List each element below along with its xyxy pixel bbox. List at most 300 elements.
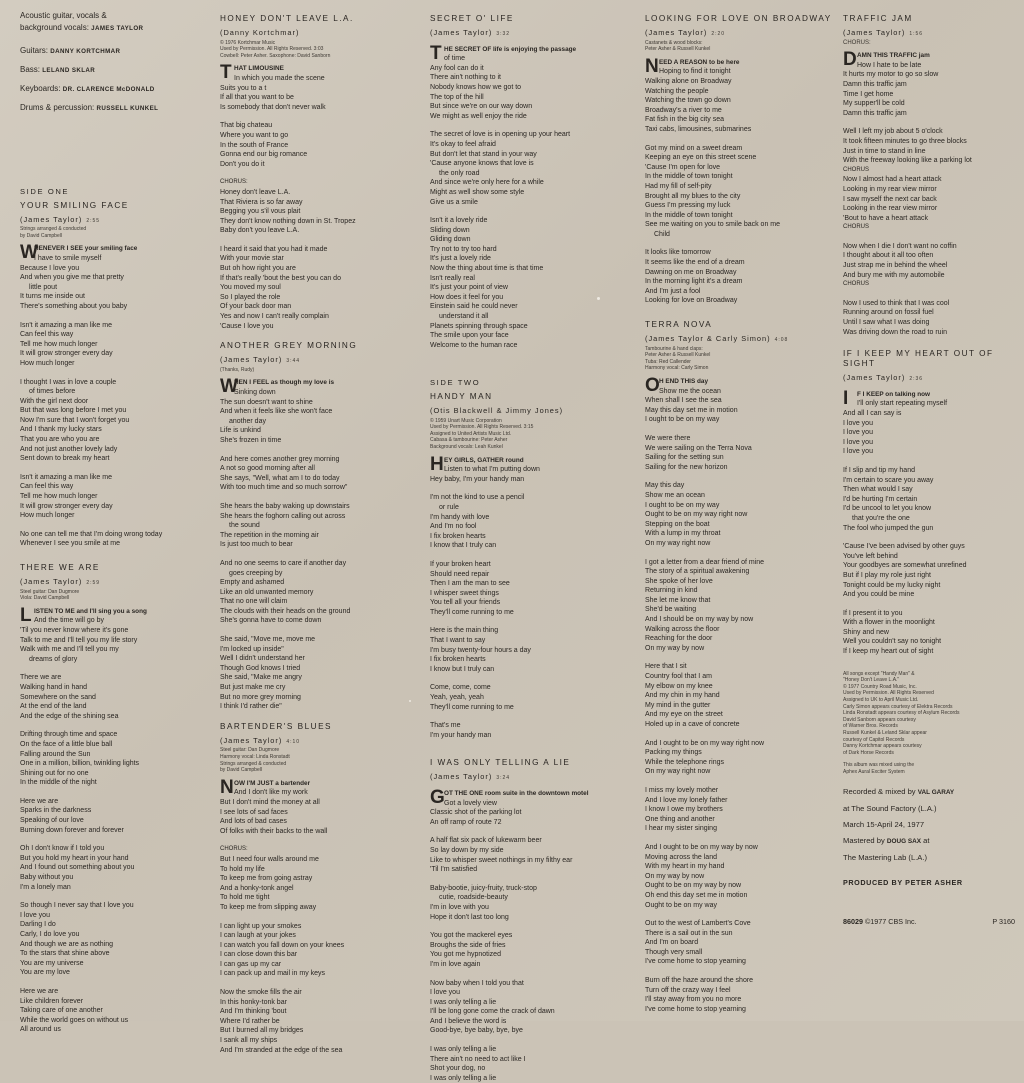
lyric-line: Whenever I see you smile at me <box>20 540 120 548</box>
stanza-break <box>20 892 208 901</box>
lyric-line: There's something about you baby <box>20 302 128 310</box>
lyric-line: Baby-bootie, juicy-fruity, truck-stop <box>430 884 537 892</box>
lyric-line: Gliding down <box>430 236 471 244</box>
stanza-break <box>20 788 208 797</box>
song-note: Viola: David Campbell <box>20 595 70 602</box>
lyric-line: On my way by now <box>645 644 705 652</box>
lyric-line: or rule <box>439 503 459 511</box>
lyric-line: I'm certain to scare you away <box>843 476 934 484</box>
song-note: Peter Asher & Russell Kunkel <box>645 352 711 359</box>
stanza-break <box>645 910 833 919</box>
song-secret-o-life <box>430 14 618 350</box>
lyric-line: How does it feel for you <box>430 293 504 301</box>
stanza-break <box>645 653 833 662</box>
lyric-line: Broughs the side of fries <box>430 941 506 949</box>
lyric-line: Like an old unwanted memory <box>220 588 314 596</box>
lyric-line: If all that you want to be <box>220 94 294 102</box>
lyric-line: Give us a smile <box>430 198 478 206</box>
lyric-line: The sun doesn't want to shine <box>220 398 313 406</box>
song-author <box>220 736 408 746</box>
lyric-line: Guess I'm pressing my luck <box>645 202 731 210</box>
song-note: Harmony vocal: Linda Ronstadt <box>220 754 290 760</box>
lyric-line: Though God knows I tried <box>220 664 301 672</box>
lyric-line: You are my love <box>20 969 70 977</box>
stanza-break <box>843 233 1015 242</box>
song-title: I WAS ONLY TELLING A LIE <box>430 758 571 768</box>
song-note: Background vocals: Leah Kunkel <box>430 443 503 450</box>
song-duration: 3:32 <box>496 31 511 37</box>
stanza-break <box>220 236 408 245</box>
lyric-line: Is just too much to bear <box>220 541 293 549</box>
lyric-line: of times before <box>29 388 76 396</box>
lyric-line: another day <box>229 417 266 425</box>
lyric-line: That you are who you are <box>20 436 100 444</box>
lyric-line: But if I play my role just right <box>843 571 931 579</box>
lyric-line: CHORUS <box>843 224 870 231</box>
lyric-line: She'd be waiting <box>645 606 697 614</box>
lyric-line: I can light up your smokes <box>220 922 302 930</box>
lyric-line: Nobody knows how we got to <box>430 83 522 91</box>
credit-drums-name: RUSSELL KUNKEL <box>96 105 159 112</box>
lyric-line: Where I'd rather be <box>220 1017 280 1025</box>
recorded-label: Recorded & mixed by <box>843 786 916 796</box>
lyric-line: A half flat six pack of lukewarm beer <box>430 837 542 845</box>
lyric-line: Brought all my blues to the city <box>645 192 741 200</box>
lyric-line: OT THE ONE room suite in the downtown motel <box>444 790 589 797</box>
stanza-break <box>843 290 1015 299</box>
drop-cap: I <box>843 387 849 409</box>
lyric-line: Watching the town go down <box>645 97 731 105</box>
lyric-line: CHORUS: <box>220 179 248 186</box>
lyric-line: Shining out for no one <box>20 769 89 777</box>
songwriter: (Danny Kortchmar) <box>220 28 300 37</box>
lyric-line: EY GIRLS, GATHER round <box>444 456 524 464</box>
lyric-line: I can watch you fall down on your knees <box>220 941 345 949</box>
print-code: P 3160 <box>992 917 1015 927</box>
lyric-line: And not just another lovely lady <box>20 445 118 453</box>
lyric-line: And when it feels like she won't face <box>220 408 333 416</box>
lyric-line: With my heart in my hand <box>645 863 725 871</box>
drop-cap: N <box>645 55 659 77</box>
songwriter: (James Taylor) <box>220 735 283 745</box>
lyric-line: In which you made the scene <box>234 74 325 82</box>
stanza-break <box>430 875 618 884</box>
stanza-break <box>645 472 833 481</box>
lyric-line: 'Bout to have a heart attack <box>843 214 929 222</box>
lyric-line: With too much time and so much sorrow" <box>220 484 348 492</box>
lyric-line: Like children forever <box>20 997 84 1005</box>
lyric-line: That's me <box>430 722 461 730</box>
lyric-line: Drifting through time and space <box>20 731 118 739</box>
lyric-line: But I need four walls around me <box>220 855 319 863</box>
lyric-line: To keep me from going astray <box>220 875 313 883</box>
lyric-line: Stepping on the boat <box>645 520 710 528</box>
footnote-line: David Sanborn appears courtesy <box>843 716 916 723</box>
lyric-line: It's okay to feel afraid <box>430 140 496 148</box>
footnote-line: Carly Simon appears courtesy of Elektra Records <box>843 703 953 710</box>
lyric-line: Because I love you <box>20 264 80 272</box>
lyric-line: I'm in love again <box>430 960 481 968</box>
song-title: TERRA NOVA <box>645 320 713 330</box>
song-note: Used by Permission. All Rights Reserved. 3:15 <box>430 424 534 431</box>
lyric-line: Turn off the crazy way I feel <box>645 986 731 994</box>
lyric-line: In the morning light it's a dream <box>645 278 743 286</box>
stanza-break <box>20 369 208 378</box>
lyric-line: Baby without you <box>20 874 74 882</box>
lyric-line: Now I'm sure that I won't forget you <box>20 416 130 424</box>
lyric-line: H END THIS day <box>659 378 709 385</box>
song-your-smiling-face <box>20 201 208 549</box>
lyric-line: And no one seems to care if another day <box>220 559 347 567</box>
lyric-line: Where you want to go <box>220 131 289 139</box>
lyric-line: The story of a spiritual awakening <box>645 568 750 576</box>
lyric-line: She's frozen in time <box>220 436 282 444</box>
song-duration: 4:08 <box>774 337 789 344</box>
lyric-line: If I present it to you <box>843 609 903 617</box>
song-note: Used by Permission. All Rights Reserved. 3:03 <box>220 46 324 53</box>
lyric-line: See me waiting on you to smile back on me <box>645 221 781 229</box>
lyric-line: I think I'd rather die" <box>220 703 282 711</box>
lyric-line: I'm not the kind to use a pencil <box>430 494 525 502</box>
lyric-line: I fix broken hearts <box>430 656 486 664</box>
lyric-line: It's just your point of view <box>430 284 508 292</box>
lyric-line: If that's really 'bout the best you can do <box>220 274 341 282</box>
lyric-line: My elbow on my knee <box>645 682 713 690</box>
stanza-break <box>220 913 408 922</box>
lyric-line: Of your back door man <box>220 303 292 311</box>
lyric-line: I thought about it all too often <box>843 252 934 260</box>
lyric-line: But since we're on our way down <box>430 103 533 111</box>
lyric-line: Classic shot of the parking lot <box>430 809 522 817</box>
footnote-line: All songs except "Handy Man" & <box>843 670 915 677</box>
lyric-line: On the face of a little blue ball <box>20 740 113 748</box>
lyric-line: We were sailing on the Terra Nova <box>645 444 752 452</box>
songwriter: (James Taylor) <box>430 772 493 782</box>
lyric-line: There ain't nothing to it <box>430 74 501 82</box>
song-author <box>430 28 618 38</box>
lyric-line: I'd be uncool to let you know <box>843 505 932 513</box>
side-two-heading: SIDE TWO <box>430 378 481 388</box>
song-author <box>20 577 208 587</box>
stanza-break <box>430 827 618 836</box>
lyric-line: Watching the people <box>645 87 709 95</box>
lyric-line: A not so good morning after all <box>220 465 315 473</box>
lyric-line: Suits you to a t <box>220 84 267 92</box>
lyric-line: Walk with me and I'll tell you my <box>20 646 119 654</box>
lyric-line: ISTEN TO ME and I'll sing you a song <box>34 607 147 615</box>
lyric-line: To hold my life <box>220 865 265 873</box>
song-author <box>843 373 1015 383</box>
lyric-line: But that was long before I met you <box>20 407 127 415</box>
footnote-line: of Dark Horse Records <box>843 749 894 756</box>
lyric-line: Well you couldn't say no tonight <box>843 638 942 646</box>
song-note: © 1976 Kortchmar Music <box>220 39 276 46</box>
lyric-line: Falling around the Sun <box>20 750 91 758</box>
lyric-line: If I slip and tip my hand <box>843 466 915 474</box>
lyric-line: Keeping an eye on this street scene <box>645 154 757 162</box>
column-3 <box>430 10 618 1082</box>
lyric-line: of time <box>444 55 466 63</box>
copyright: ©1977 CBS Inc. <box>865 917 917 927</box>
song-note: Peter Asher & Russell Kunkel <box>645 46 711 53</box>
lyric-line: And the time will go by <box>34 617 105 625</box>
lyric-line: Should need repair <box>430 570 490 578</box>
lyric-line: HAT LIMOUSINE <box>234 65 284 73</box>
lyric-line: And I found out something about you <box>20 864 135 872</box>
lyric-line: The secret of love is in opening up your heart <box>430 131 571 139</box>
lyric-line: And I ought to be on my way by now <box>645 843 758 851</box>
lyric-line: Might as well show some style <box>430 188 525 196</box>
lyric-line: She hears the baby waking up downstairs <box>220 502 350 510</box>
paper-speck <box>409 700 411 702</box>
lyric-line: On my way right now <box>645 539 711 547</box>
lyric-line: She said, "Make me angry <box>220 674 302 682</box>
lyric-line: Here we are <box>20 987 59 995</box>
lyric-line: Dawning on me on Broadway <box>645 268 737 276</box>
songwriter: (James Taylor) <box>20 577 83 586</box>
lyric-line: I hear my sister singing <box>645 825 717 833</box>
lyric-line: Damn this traffic jam <box>843 109 907 117</box>
lyric-line: Begging you s'il vous plait <box>220 208 301 216</box>
lyric-line: She let me know that <box>645 596 711 604</box>
stanza-break <box>843 533 1015 542</box>
song-author <box>220 355 408 365</box>
song-title: YOUR SMILING FACE <box>20 200 129 210</box>
lyric-line: Oh end this day set me in motion <box>645 891 748 899</box>
lyric-line: Ought to be on my way by now <box>645 882 742 890</box>
lyric-line: I whisper sweet things <box>430 589 499 597</box>
stanza-break <box>430 121 618 130</box>
lyric-line: And here comes another grey morning <box>220 455 340 463</box>
lyric-line: I know but I truly can <box>430 665 495 673</box>
lyric-line: We might as well enjoy the ride <box>430 112 527 120</box>
drop-cap: D <box>843 49 857 71</box>
lyric-line: We were there <box>645 434 691 442</box>
lyric-line: The repetition in the morning air <box>220 531 319 539</box>
lyric-line: Though very small <box>645 948 703 956</box>
lyric-line: With a flower in the moonlight <box>843 619 935 627</box>
lyric-line: My supper'll be cold <box>843 100 905 108</box>
lyric-line: And you could be mine <box>843 591 915 599</box>
lyric-line: Ought to be on my way right now <box>645 511 748 519</box>
drop-cap: O <box>645 375 660 396</box>
lyric-line: Sailing for the setting sun <box>645 454 724 462</box>
lyric-line: I'll be long gone come the crack of dawn <box>430 1008 555 1016</box>
lyric-line: There we are <box>20 674 62 682</box>
stanza-break <box>645 239 833 248</box>
lyric-line: Yeah, yeah, yeah <box>430 694 484 702</box>
song-note: Steel guitar: Dan Dugmore <box>20 588 80 595</box>
lyric-line: Just in time to stand in line <box>843 147 926 155</box>
lyric-line: Burning down forever and forever <box>20 826 124 834</box>
lyric-line: And I thank my lucky stars <box>20 426 102 434</box>
lyric-line: Reaching for the door <box>645 635 713 643</box>
song-honey-dont-leave-la <box>220 14 408 331</box>
footnote-line: Assigned to UK to April Music Ltd. <box>843 697 919 704</box>
lyric-line: Carly, I do love you <box>20 931 80 938</box>
lyric-line: Can feel this way <box>20 483 74 491</box>
song-title: HONEY DON'T LEAVE L.A. <box>220 14 354 23</box>
lyric-line: I love you <box>20 911 50 919</box>
drop-cap: H <box>430 453 444 475</box>
lyric-line: Come, come, come <box>430 684 491 692</box>
lyric-line: But I burned all my bridges <box>220 1027 304 1035</box>
lyric-line: Oh I don't know if I told you <box>20 845 105 853</box>
song-title: TRAFFIC JAM <box>843 14 913 23</box>
lyric-line: Welcome to the human race <box>430 341 518 349</box>
mastering-studio: The Mastering Lab (L.A.) <box>843 852 927 862</box>
lyric-line: Can feel this way <box>20 331 74 339</box>
lyric-line: It took fifteen minutes to go three blocks <box>843 137 967 145</box>
lyric-line: But I don't mind the money at all <box>220 798 320 806</box>
stanza-break <box>645 777 833 786</box>
song-note: Castanets & wood blocks: <box>645 39 703 46</box>
credit-keys-label: Keyboards: <box>20 84 61 93</box>
lyric-line: That I want to say <box>430 637 486 645</box>
song-handy-man <box>430 392 618 740</box>
lyric-line: Looking in the rear view mirror <box>843 205 938 213</box>
lyric-line: She spoke of her love <box>645 577 713 585</box>
lyric-line: understand it all <box>439 313 489 321</box>
lyric-line: You've left behind <box>843 552 898 560</box>
recorded-dates: March 15-April 24, 1977 <box>843 819 925 829</box>
song-note: Cabasa & tambourine: Peter Asher <box>430 437 508 444</box>
lyric-line: With the freeway looking like a parking lot <box>843 157 972 165</box>
stanza-break <box>645 730 833 739</box>
lyric-line: cutie, roadside-beauty <box>439 894 508 902</box>
lyric-line: With your movie star <box>220 255 284 263</box>
column-1 <box>20 10 208 1034</box>
lyric-line: dreams of glory <box>29 655 78 663</box>
lyric-line: You moved my soul <box>220 284 281 292</box>
lyric-line: On my way right now <box>645 768 711 776</box>
song-note: (Thanks, Rudy) <box>220 366 255 373</box>
lyric-line: And all I can say is <box>843 410 902 417</box>
lyric-line: Einstein said he could never <box>430 303 518 311</box>
stanza-break <box>20 312 208 321</box>
lyric-line: Shot your dog, no <box>430 1065 486 1073</box>
lyric-line: It looks like tomorrow <box>645 249 711 257</box>
lyric-line: And though we are as nothing <box>20 940 114 948</box>
mastered-at: at <box>923 835 930 845</box>
lyric-line: Broadway's a river to me <box>645 106 722 114</box>
footnote-line: Danny Kortchmar appears courtesy <box>843 743 922 750</box>
lyric-line: I'm your handy man <box>430 731 492 739</box>
stanza-break <box>843 457 1015 466</box>
footnote-line: courtesy of Capitol Records <box>843 736 905 743</box>
lyric-line: I've come home to stop yearning <box>645 958 746 966</box>
lyric-line: Now I almost had a heart attack <box>843 176 942 184</box>
song-duration: 2:55 <box>86 217 101 224</box>
lyric-line: I miss my lovely mother <box>645 786 719 794</box>
lyric-line: It hurts my motor to go so slow <box>843 71 939 79</box>
songwriter: (James Taylor) <box>220 355 283 365</box>
lyric-line: But you hold my heart in your hand <box>20 854 129 862</box>
song-title: IF I KEEP MY HEART OUT OF SIGHT <box>843 349 994 369</box>
lyric-line: But no more grey morning <box>220 693 301 701</box>
credit-lead-role: background vocals: <box>20 23 89 32</box>
song-title: ANOTHER GREY MORNING <box>220 341 358 351</box>
lyric-line: One thing and another <box>645 815 715 823</box>
lyric-line: I ought to be on my way <box>645 416 720 424</box>
lyric-line: I have to smile myself <box>34 254 102 262</box>
lyric-line: Isn't it amazing a man like me <box>20 321 112 329</box>
column-2 <box>220 10 408 1054</box>
lyric-line: One in a million, billion, twinkling lights <box>20 760 140 768</box>
songwriter: (James Taylor) <box>843 28 906 37</box>
lyric-line: Show me the ocean <box>659 387 721 395</box>
footnote-line: Used by Permission. All Rights Reserved <box>843 690 934 697</box>
credit-bass-label: Bass: <box>20 65 41 74</box>
stanza-break <box>20 521 208 530</box>
lyric-line: Had my fill of self-pity <box>645 182 712 190</box>
lyric-line: Walking alone on Broadway <box>645 77 732 85</box>
lyric-line: And my chin in my hand <box>645 692 720 700</box>
lyric-line: I can close down this bar <box>220 951 298 959</box>
lyric-line: That big chateau <box>220 122 273 130</box>
lyric-line: Ought to be on my way <box>645 901 717 909</box>
lyric-line: 'Cause I love you <box>220 322 274 330</box>
lyric-line: Here we are <box>20 797 59 805</box>
footnote-line: Aphex Aural Exciter System <box>843 768 905 775</box>
lyric-line: She says, "Well, what am I to do today <box>220 474 340 482</box>
lyric-line: There ain't no need to act like I <box>430 1055 526 1063</box>
lyric-line: Sinking down <box>234 389 276 396</box>
lyric-line: An off ramp of route 72 <box>430 818 502 826</box>
paper-speck <box>597 297 600 300</box>
lyric-line: And I should be on my way by now <box>645 616 754 624</box>
lyric-line: While the telephone rings <box>645 758 724 766</box>
lyric-line: Your goodbyes are somewhat unrefined <box>843 562 967 570</box>
lyric-line: You got me hypnotized <box>430 951 501 959</box>
lyric-line: It will grow stronger every day <box>20 502 113 510</box>
lyric-line: Time I get home <box>843 90 894 98</box>
lyric-line: HENEVER I SEE your smiling face <box>34 245 138 253</box>
lyric-line: Like to whisper sweet nothings in my filthy ear <box>430 856 573 864</box>
song-duration: 3:44 <box>286 358 301 365</box>
lyric-line: Now the smoke fills the air <box>220 989 302 997</box>
song-author <box>430 772 618 782</box>
lyric-line: I ought to be on my way <box>645 501 720 509</box>
lyric-line: She said, "Move me, move me <box>220 636 316 644</box>
footnote-line: © 1977 Country Road Music, Inc. <box>843 683 917 690</box>
lyric-line: 'Til you never know where it's gone <box>20 626 129 634</box>
lyric-line: If your broken heart <box>430 560 491 568</box>
lyric-line: I'm busy twenty-four hours a day <box>430 646 531 654</box>
lyric-line: How much longer <box>20 359 75 367</box>
footnote-line: This album was mixed using the <box>843 762 915 769</box>
lyric-line: While the world goes on without us <box>20 1016 129 1024</box>
lyric-line: So though I never say that I love you <box>20 902 134 910</box>
credit-drums-label: Drums & percussion: <box>20 103 95 112</box>
lyric-line: CHORUS <box>843 281 870 288</box>
lyric-line: Tell me how much longer <box>20 493 98 501</box>
lyric-line: Then what would I say <box>843 486 913 494</box>
song-duration: 2:36 <box>909 376 924 383</box>
stanza-break <box>20 664 208 673</box>
lyric-line: To the stars that shine above <box>20 950 110 958</box>
songwriter: (James Taylor) <box>430 28 493 37</box>
lyric-line: I'd be hurting I'm certain <box>843 495 918 503</box>
lyric-line: There is a sail out in the sun <box>645 929 733 937</box>
lyric-line: 'Cause I've been advised by other guys <box>843 543 965 551</box>
lyric-line: HEN I FEEL as though my love is <box>234 379 335 387</box>
stanza-break <box>430 922 618 931</box>
song-note: Steel guitar: Dan Dugmore <box>220 747 280 754</box>
stanza-break <box>20 721 208 730</box>
lyric-line: Tonight could be my lucky night <box>843 581 941 589</box>
lyric-line: And I'm just a fool <box>645 287 701 295</box>
